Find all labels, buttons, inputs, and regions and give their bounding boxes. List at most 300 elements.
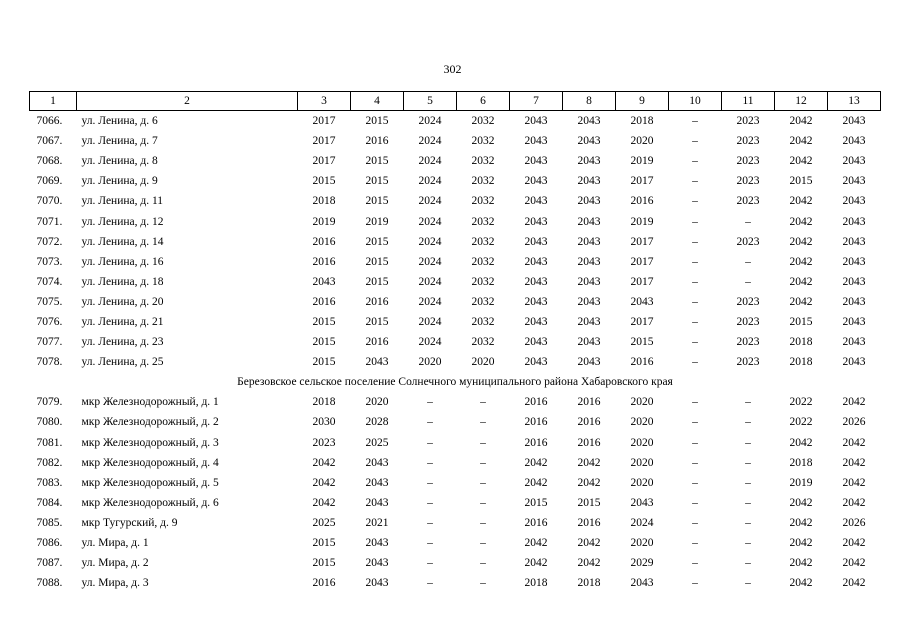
year-cell: 2016 <box>630 195 654 208</box>
table-row <box>30 573 881 593</box>
table-row <box>30 412 881 432</box>
year-cell: 2020 <box>365 396 389 409</box>
year-cell: 2020 <box>418 356 442 369</box>
year-cell: – <box>692 496 698 509</box>
address-cell: ул. Ленина, д. 7 <box>81 135 158 148</box>
year-cell: 2032 <box>471 255 495 268</box>
year-cell: – <box>692 155 698 168</box>
year-cell: 2015 <box>365 195 389 208</box>
year-cell: 2017 <box>630 255 654 268</box>
year-cell: 2017 <box>630 235 654 248</box>
address-cell: ул. Мира, д. 1 <box>81 537 149 550</box>
row-number: 7072. <box>36 235 63 248</box>
year-cell: 2017 <box>312 115 336 128</box>
year-cell: 2018 <box>789 336 813 349</box>
year-cell: 2019 <box>630 215 654 228</box>
year-cell: 2032 <box>471 135 495 148</box>
year-cell: – <box>692 516 698 529</box>
address-cell: ул. Ленина, д. 8 <box>81 155 158 168</box>
year-cell: 2024 <box>418 315 442 328</box>
year-cell: – <box>692 577 698 590</box>
address-cell: мкр Железнодорожный, д. 5 <box>81 476 219 489</box>
year-cell: 2026 <box>842 416 866 429</box>
header-cell: 11 <box>722 92 775 111</box>
year-cell: 2043 <box>577 356 601 369</box>
year-cell: 2015 <box>312 175 336 188</box>
year-cell: 2043 <box>577 255 601 268</box>
year-cell: – <box>427 456 433 469</box>
header-cell: 8 <box>563 92 616 111</box>
year-cell: 2022 <box>789 416 813 429</box>
year-cell: 2042 <box>312 456 336 469</box>
year-cell: 2015 <box>312 356 336 369</box>
year-cell: 2042 <box>789 155 813 168</box>
year-cell: 2032 <box>471 336 495 349</box>
year-cell: 2043 <box>577 115 601 128</box>
year-cell: – <box>480 496 486 509</box>
year-cell: 2025 <box>312 516 336 529</box>
table-row <box>30 433 881 453</box>
table-row <box>30 352 881 372</box>
year-cell: 2015 <box>365 255 389 268</box>
year-cell: – <box>692 115 698 128</box>
year-cell: 2020 <box>630 537 654 550</box>
header-cell: 6 <box>457 92 510 111</box>
year-cell: 2043 <box>524 115 548 128</box>
year-cell: 2016 <box>312 577 336 590</box>
year-cell: 2016 <box>630 356 654 369</box>
schedule-table <box>29 91 881 593</box>
year-cell: 2020 <box>630 476 654 489</box>
year-cell: – <box>692 235 698 248</box>
section-row <box>30 372 881 392</box>
year-cell: – <box>427 516 433 529</box>
year-cell: 2043 <box>842 336 866 349</box>
year-cell: 2023 <box>736 315 760 328</box>
year-cell: 2043 <box>365 557 389 570</box>
year-cell: 2015 <box>630 336 654 349</box>
address-cell: мкр Тугурский, д. 9 <box>81 516 178 529</box>
table-row <box>30 272 881 292</box>
row-number: 7082. <box>36 456 63 469</box>
year-cell: 2019 <box>365 215 389 228</box>
year-cell: 2016 <box>577 436 601 449</box>
year-cell: 2016 <box>524 396 548 409</box>
row-number: 7068. <box>36 155 63 168</box>
year-cell: 2015 <box>312 537 336 550</box>
header-cell: 5 <box>404 92 457 111</box>
table-row <box>30 312 881 332</box>
row-number: 7087. <box>36 557 63 570</box>
year-cell: – <box>480 416 486 429</box>
year-cell: 2042 <box>789 436 813 449</box>
table-row <box>30 171 881 191</box>
year-cell: – <box>427 557 433 570</box>
address-cell: ул. Ленина, д. 16 <box>81 255 164 268</box>
year-cell: 2020 <box>630 135 654 148</box>
year-cell: 2042 <box>789 115 813 128</box>
year-cell: 2043 <box>365 577 389 590</box>
year-cell: 2023 <box>736 135 760 148</box>
address-cell: ул. Ленина, д. 12 <box>81 215 164 228</box>
year-cell: – <box>427 496 433 509</box>
year-cell: 2043 <box>577 295 601 308</box>
year-cell: 2023 <box>736 356 760 369</box>
year-cell: 2043 <box>524 235 548 248</box>
year-cell: 2024 <box>418 175 442 188</box>
header-row <box>30 92 881 111</box>
year-cell: 2024 <box>418 295 442 308</box>
year-cell: 2015 <box>312 557 336 570</box>
year-cell: 2043 <box>365 537 389 550</box>
year-cell: – <box>745 516 751 529</box>
year-cell: 2016 <box>577 396 601 409</box>
header-cell: 12 <box>775 92 828 111</box>
year-cell: 2042 <box>842 436 866 449</box>
year-cell: 2042 <box>789 255 813 268</box>
row-number: 7086. <box>36 537 63 550</box>
table-row <box>30 252 881 272</box>
year-cell: 2043 <box>842 135 866 148</box>
year-cell: 2015 <box>312 315 336 328</box>
year-cell: 2043 <box>524 255 548 268</box>
year-cell: 2043 <box>524 315 548 328</box>
year-cell: 2015 <box>365 155 389 168</box>
year-cell: 2024 <box>418 155 442 168</box>
year-cell: – <box>480 557 486 570</box>
year-cell: 2042 <box>789 496 813 509</box>
year-cell: 2042 <box>524 557 548 570</box>
table-row <box>30 513 881 533</box>
year-cell: 2023 <box>736 295 760 308</box>
year-cell: 2017 <box>630 275 654 288</box>
year-cell: – <box>480 516 486 529</box>
row-number: 7084. <box>36 496 63 509</box>
row-number: 7070. <box>36 195 63 208</box>
year-cell: 2032 <box>471 275 495 288</box>
year-cell: – <box>427 577 433 590</box>
year-cell: 2024 <box>418 115 442 128</box>
row-number: 7083. <box>36 476 63 489</box>
year-cell: 2042 <box>577 537 601 550</box>
year-cell: 2018 <box>524 577 548 590</box>
year-cell: 2016 <box>524 416 548 429</box>
year-cell: – <box>692 557 698 570</box>
year-cell: 2018 <box>789 356 813 369</box>
row-number: 7067. <box>36 135 63 148</box>
year-cell: – <box>692 275 698 288</box>
year-cell: 2043 <box>365 356 389 369</box>
year-cell: 2023 <box>736 336 760 349</box>
year-cell: 2019 <box>312 215 336 228</box>
year-cell: 2024 <box>418 336 442 349</box>
year-cell: 2015 <box>312 336 336 349</box>
year-cell: – <box>427 396 433 409</box>
year-cell: 2032 <box>471 295 495 308</box>
year-cell: 2026 <box>842 516 866 529</box>
header-cell: 1 <box>30 92 77 111</box>
year-cell: 2015 <box>365 235 389 248</box>
year-cell: – <box>745 496 751 509</box>
address-cell: мкр Железнодорожный, д. 3 <box>81 436 219 449</box>
year-cell: 2015 <box>365 315 389 328</box>
year-cell: 2043 <box>577 315 601 328</box>
year-cell: 2018 <box>789 456 813 469</box>
year-cell: 2043 <box>524 195 548 208</box>
year-cell: 2024 <box>418 275 442 288</box>
year-cell: 2022 <box>789 396 813 409</box>
page-number: 302 <box>443 62 462 76</box>
year-cell: 2016 <box>365 135 389 148</box>
row-number: 7081. <box>36 436 63 449</box>
year-cell: 2016 <box>577 516 601 529</box>
year-cell: 2018 <box>312 396 336 409</box>
year-cell: 2043 <box>524 336 548 349</box>
year-cell: 2043 <box>842 115 866 128</box>
year-cell: 2043 <box>842 175 866 188</box>
section-heading: Березовское сельское поселение Солнечного муниципального района Хабаровского края <box>237 376 673 389</box>
year-cell: 2024 <box>418 215 442 228</box>
header-cell: 7 <box>510 92 563 111</box>
year-cell: – <box>692 255 698 268</box>
year-cell: 2043 <box>312 275 336 288</box>
year-cell: – <box>427 537 433 550</box>
year-cell: 2020 <box>630 416 654 429</box>
year-cell: 2023 <box>736 175 760 188</box>
year-cell: 2024 <box>418 255 442 268</box>
year-cell: – <box>427 436 433 449</box>
year-cell: – <box>427 416 433 429</box>
year-cell: 2015 <box>365 175 389 188</box>
year-cell: 2018 <box>577 577 601 590</box>
header-cell: 13 <box>828 92 881 111</box>
year-cell: 2042 <box>312 496 336 509</box>
year-cell: 2043 <box>577 336 601 349</box>
year-cell: 2030 <box>312 416 336 429</box>
year-cell: 2042 <box>789 295 813 308</box>
year-cell: 2016 <box>312 235 336 248</box>
year-cell: 2023 <box>736 155 760 168</box>
header-cell: 3 <box>298 92 351 111</box>
table-row <box>30 111 881 132</box>
year-cell: – <box>692 476 698 489</box>
year-cell: 2043 <box>577 275 601 288</box>
year-cell: 2042 <box>524 456 548 469</box>
year-cell: 2016 <box>577 416 601 429</box>
table-row <box>30 493 881 513</box>
year-cell: 2016 <box>312 255 336 268</box>
year-cell: 2043 <box>577 155 601 168</box>
year-cell: 2043 <box>577 175 601 188</box>
address-cell: ул. Ленина, д. 21 <box>81 315 164 328</box>
year-cell: 2023 <box>736 235 760 248</box>
year-cell: 2042 <box>842 537 866 550</box>
header-cell: 9 <box>616 92 669 111</box>
year-cell: – <box>480 396 486 409</box>
year-cell: – <box>745 396 751 409</box>
year-cell: 2032 <box>471 235 495 248</box>
year-cell: – <box>692 315 698 328</box>
year-cell: 2043 <box>577 235 601 248</box>
year-cell: 2032 <box>471 175 495 188</box>
year-cell: 2042 <box>577 456 601 469</box>
year-cell: 2029 <box>630 557 654 570</box>
year-cell: 2015 <box>365 115 389 128</box>
year-cell: – <box>692 396 698 409</box>
year-cell: 2042 <box>789 195 813 208</box>
row-number: 7078. <box>36 356 63 369</box>
address-cell: ул. Ленина, д. 20 <box>81 295 164 308</box>
year-cell: – <box>692 336 698 349</box>
year-cell: – <box>745 557 751 570</box>
year-cell: 2043 <box>365 456 389 469</box>
year-cell: 2032 <box>471 115 495 128</box>
year-cell: 2016 <box>524 436 548 449</box>
table-row <box>30 211 881 231</box>
year-cell: 2016 <box>524 516 548 529</box>
address-cell: ул. Ленина, д. 23 <box>81 336 164 349</box>
year-cell: 2043 <box>365 496 389 509</box>
address-cell: ул. Ленина, д. 9 <box>81 175 158 188</box>
table-header <box>30 92 881 111</box>
year-cell: 2043 <box>577 135 601 148</box>
year-cell: – <box>480 456 486 469</box>
row-number: 7066. <box>36 115 63 128</box>
year-cell: – <box>692 195 698 208</box>
year-cell: 2042 <box>524 476 548 489</box>
year-cell: 2020 <box>630 456 654 469</box>
year-cell: – <box>692 416 698 429</box>
year-cell: 2015 <box>577 496 601 509</box>
table-row <box>30 151 881 171</box>
year-cell: 2043 <box>842 356 866 369</box>
year-cell: – <box>692 215 698 228</box>
year-cell: 2043 <box>842 255 866 268</box>
year-cell: 2042 <box>789 557 813 570</box>
row-number: 7079. <box>36 396 63 409</box>
year-cell: 2028 <box>365 416 389 429</box>
year-cell: – <box>745 255 751 268</box>
year-cell: 2043 <box>630 577 654 590</box>
year-cell: 2017 <box>630 175 654 188</box>
year-cell: 2032 <box>471 155 495 168</box>
row-number: 7071. <box>36 215 63 228</box>
year-cell: 2042 <box>789 215 813 228</box>
year-cell: 2043 <box>524 135 548 148</box>
year-cell: – <box>745 215 751 228</box>
year-cell: 2024 <box>418 195 442 208</box>
row-number: 7088. <box>36 577 63 590</box>
year-cell: 2043 <box>842 235 866 248</box>
address-cell: мкр Железнодорожный, д. 6 <box>81 496 219 509</box>
year-cell: – <box>480 476 486 489</box>
year-cell: 2042 <box>842 557 866 570</box>
year-cell: 2043 <box>842 295 866 308</box>
year-cell: 2042 <box>842 476 866 489</box>
table-row <box>30 453 881 473</box>
year-cell: 2043 <box>842 275 866 288</box>
year-cell: – <box>427 476 433 489</box>
year-cell: 2017 <box>630 315 654 328</box>
year-cell: 2043 <box>524 356 548 369</box>
year-cell: 2032 <box>471 215 495 228</box>
table-row <box>30 292 881 312</box>
year-cell: – <box>692 135 698 148</box>
year-cell: 2019 <box>630 155 654 168</box>
year-cell: 2017 <box>312 135 336 148</box>
year-cell: 2042 <box>789 235 813 248</box>
year-cell: 2042 <box>312 476 336 489</box>
year-cell: 2043 <box>524 175 548 188</box>
year-cell: 2042 <box>789 135 813 148</box>
header-cell: 10 <box>669 92 722 111</box>
row-number: 7076. <box>36 315 63 328</box>
year-cell: 2020 <box>471 356 495 369</box>
year-cell: 2043 <box>577 215 601 228</box>
year-cell: – <box>480 436 486 449</box>
year-cell: – <box>692 436 698 449</box>
year-cell: 2024 <box>630 516 654 529</box>
year-cell: 2015 <box>524 496 548 509</box>
year-cell: 2016 <box>365 336 389 349</box>
year-cell: 2042 <box>577 557 601 570</box>
year-cell: – <box>745 537 751 550</box>
year-cell: 2018 <box>630 115 654 128</box>
address-cell: ул. Ленина, д. 25 <box>81 356 164 369</box>
year-cell: 2043 <box>524 215 548 228</box>
year-cell: 2043 <box>524 295 548 308</box>
row-number: 7085. <box>36 516 63 529</box>
year-cell: 2042 <box>524 537 548 550</box>
address-cell: ул. Ленина, д. 18 <box>81 275 164 288</box>
year-cell: – <box>692 295 698 308</box>
table-row <box>30 392 881 412</box>
year-cell: 2042 <box>789 537 813 550</box>
year-cell: 2015 <box>789 175 813 188</box>
year-cell: 2023 <box>736 195 760 208</box>
table-body <box>30 111 881 594</box>
address-cell: мкр Железнодорожный, д. 1 <box>81 396 219 409</box>
year-cell: 2016 <box>365 295 389 308</box>
year-cell: – <box>745 275 751 288</box>
year-cell: 2043 <box>577 195 601 208</box>
table-row <box>30 473 881 493</box>
row-number: 7074. <box>36 275 63 288</box>
table-row <box>30 553 881 573</box>
table-row <box>30 131 881 151</box>
year-cell: 2032 <box>471 195 495 208</box>
year-cell: – <box>692 175 698 188</box>
year-cell: 2043 <box>630 295 654 308</box>
year-cell: 2017 <box>312 155 336 168</box>
year-cell: – <box>745 416 751 429</box>
year-cell: 2042 <box>789 275 813 288</box>
address-cell: мкр Железнодорожный, д. 4 <box>81 456 219 469</box>
year-cell: 2042 <box>842 396 866 409</box>
year-cell: – <box>745 577 751 590</box>
year-cell: – <box>480 577 486 590</box>
year-cell: 2042 <box>842 456 866 469</box>
year-cell: – <box>692 456 698 469</box>
year-cell: 2025 <box>365 436 389 449</box>
year-cell: 2042 <box>789 516 813 529</box>
year-cell: 2032 <box>471 315 495 328</box>
year-cell: 2043 <box>365 476 389 489</box>
row-number: 7069. <box>36 175 63 188</box>
row-number: 7073. <box>36 255 63 268</box>
year-cell: 2043 <box>630 496 654 509</box>
year-cell: 2043 <box>524 155 548 168</box>
